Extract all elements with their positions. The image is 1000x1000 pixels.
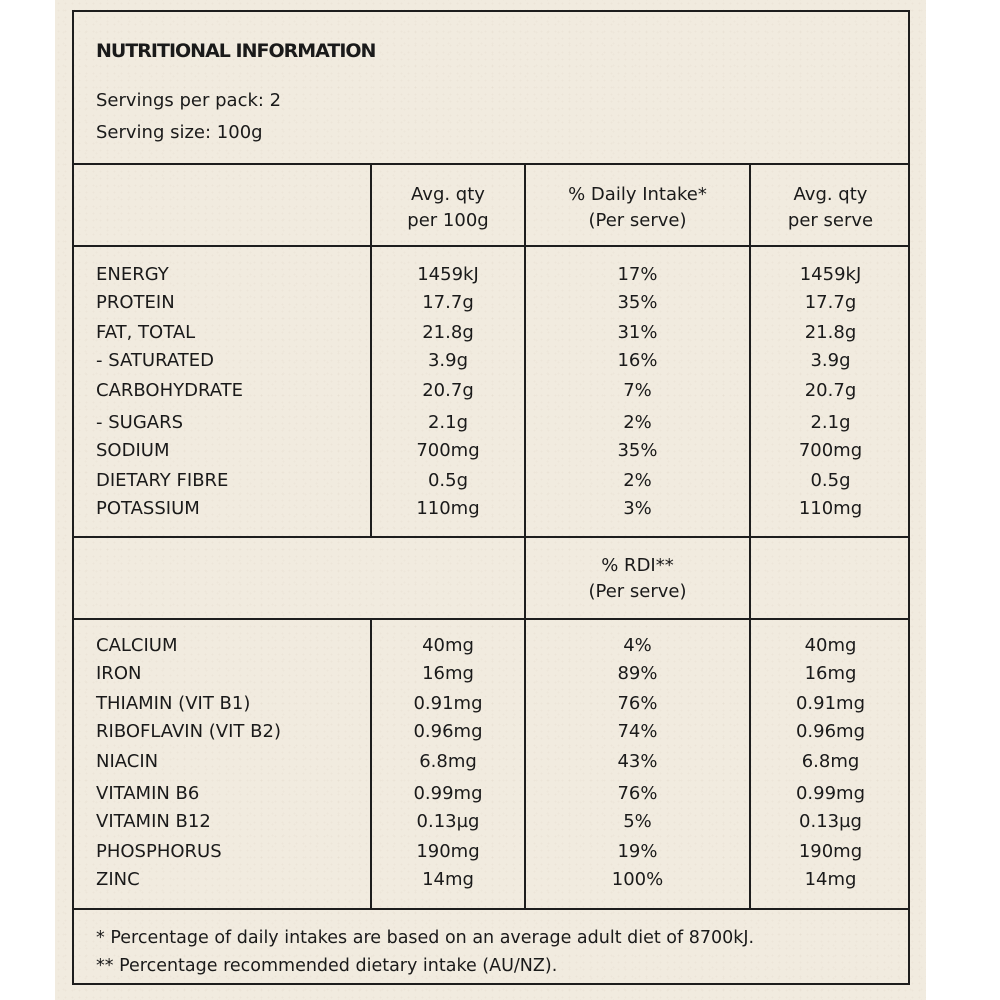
cell-per-100g: 14mg: [422, 869, 474, 890]
cell-per-serve: 0.96mg: [795, 721, 866, 742]
header-per-100g-line2: per 100g: [407, 210, 489, 231]
cell-per-100g: 6.8mg: [419, 751, 477, 772]
header-daily-intake-line2: (Per serve): [588, 210, 687, 231]
cell-per-100g: 21.8g: [422, 322, 474, 343]
cell-per-100g: 2.1g: [427, 412, 469, 433]
cell-percent: 74%: [617, 721, 658, 742]
cell-percent: 43%: [617, 751, 658, 772]
row-label: RIBOFLAVIN (VIT B2): [96, 721, 281, 742]
header-per-serve-line2: per serve: [787, 210, 874, 231]
cell-per-100g: 110mg: [416, 498, 480, 519]
cell-per-serve: 2.1g: [810, 412, 851, 433]
row-label: PHOSPHORUS: [96, 841, 222, 862]
cell-per-100g: 700mg: [416, 440, 480, 461]
column-divider-3-rdi: [749, 536, 751, 620]
row-label: - SATURATED: [96, 350, 214, 371]
cell-per-100g: 40mg: [422, 635, 474, 656]
cell-percent: 76%: [617, 693, 658, 714]
cell-per-serve: 17.7g: [804, 292, 857, 313]
cell-per-serve: 3.9g: [810, 350, 851, 371]
footnote-daily-intake: * Percentage of daily intakes are based on an average adult diet of 8700kJ.: [96, 928, 755, 948]
row-label: - SUGARS: [96, 412, 184, 433]
row-label: SODIUM: [96, 440, 170, 461]
cell-per-serve: 6.8mg: [801, 751, 860, 772]
rule-rdi-top: [74, 536, 908, 538]
header-per-serve: [751, 182, 910, 234]
cell-percent: 76%: [617, 783, 658, 804]
header-per-100g: [372, 182, 524, 234]
rule-footnote-top: [74, 908, 908, 910]
cell-per-100g: 0.99mg: [413, 783, 483, 804]
cell-per-serve: 20.7g: [804, 380, 857, 401]
row-label: ZINC: [96, 869, 140, 890]
header-per-100g-line1: Avg. qty: [411, 184, 485, 205]
row-label: VITAMIN B12: [96, 811, 211, 832]
cell-per-100g: 190mg: [416, 841, 480, 862]
cell-percent: 100%: [611, 869, 664, 890]
cell-per-serve: 0.99mg: [795, 783, 866, 804]
cell-per-serve: 700mg: [798, 440, 863, 461]
cell-per-100g: 1459kJ: [417, 264, 479, 285]
cell-per-100g: 0.5g: [427, 470, 469, 491]
header-daily-intake-line1: % Daily Intake*: [568, 184, 707, 205]
cell-per-serve: 0.91mg: [795, 693, 866, 714]
cell-percent: 35%: [617, 292, 658, 313]
cell-per-100g: 20.7g: [422, 380, 474, 401]
cell-percent: 19%: [617, 841, 658, 862]
cell-per-100g: 17.7g: [422, 292, 474, 313]
row-label: PROTEIN: [96, 292, 175, 313]
row-label: NIACIN: [96, 751, 159, 772]
rule-rdi-bottom: [74, 618, 908, 620]
cell-per-serve: 0.5g: [810, 470, 851, 491]
row-label: THIAMIN (VIT B1): [96, 693, 251, 714]
cell-per-serve: 16mg: [804, 663, 857, 684]
cell-per-serve: 21.8g: [804, 322, 857, 343]
cell-per-serve: 0.13µg: [799, 811, 862, 832]
cell-per-serve: 40mg: [804, 635, 857, 656]
row-label: CARBOHYDRATE: [96, 380, 244, 401]
rule-header-bottom: [74, 245, 908, 247]
cell-percent: 5%: [623, 811, 652, 832]
cell-percent: 16%: [617, 350, 658, 371]
cell-percent: 4%: [623, 635, 652, 656]
cell-percent: 3%: [623, 498, 652, 519]
cell-per-100g: 0.91mg: [413, 693, 483, 714]
row-label: IRON: [96, 663, 142, 684]
row-label: FAT, TOTAL: [96, 322, 196, 343]
header-daily-intake: [526, 182, 749, 234]
row-label: ENERGY: [96, 264, 169, 285]
cell-percent: 89%: [617, 663, 658, 684]
servings-per-pack: Servings per pack: 2: [96, 90, 282, 111]
cell-percent: 17%: [617, 264, 658, 285]
cell-per-serve: 14mg: [804, 869, 857, 890]
row-label: VITAMIN B6: [96, 783, 200, 804]
cell-percent: 2%: [623, 470, 652, 491]
cell-percent: 31%: [617, 322, 658, 343]
cell-percent: 7%: [623, 380, 652, 401]
panel-title: NUTRITIONAL INFORMATION: [96, 40, 376, 62]
cell-per-serve: 190mg: [798, 841, 863, 862]
header-rdi-line1: % RDI**: [601, 555, 674, 576]
header-rdi-line2: (Per serve): [588, 581, 687, 602]
cell-percent: 2%: [623, 412, 652, 433]
row-label: CALCIUM: [96, 635, 178, 656]
cell-per-100g: 0.96mg: [413, 721, 483, 742]
header-per-serve-line1: Avg. qty: [793, 184, 868, 205]
header-rdi: [526, 553, 749, 605]
row-label: POTASSIUM: [96, 498, 200, 519]
cell-per-serve: 110mg: [798, 498, 863, 519]
serving-size: Serving size: 100g: [96, 122, 263, 143]
cell-percent: 35%: [617, 440, 658, 461]
rule-header-top: [74, 163, 908, 165]
nutrition-panel: [72, 10, 910, 985]
row-label: DIETARY FIBRE: [96, 470, 229, 491]
cell-per-serve: 1459kJ: [799, 264, 862, 285]
cell-per-100g: 16mg: [422, 663, 474, 684]
footnote-rdi: ** Percentage recommended dietary intake (AU/NZ).: [96, 956, 558, 976]
cell-per-100g: 3.9g: [427, 350, 469, 371]
cell-per-100g: 0.13µg: [416, 811, 480, 832]
